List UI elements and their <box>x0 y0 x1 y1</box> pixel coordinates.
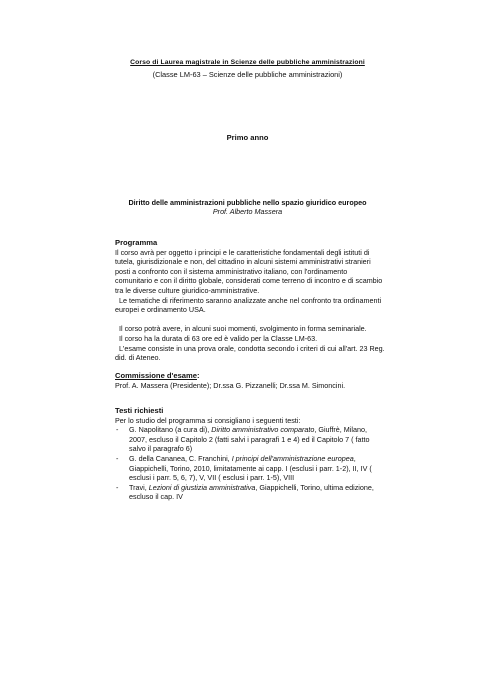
programma-paragraph-5: L'esame consiste in una prova orale, condotta secondo i criteri di cui all'art. 23 Reg. did. di Ateneo. <box>115 343 385 363</box>
testi-intro: Per lo studio del programma si consigliano i seguenti testi: <box>115 415 301 425</box>
programma-paragraph-2: Le tematiche di riferimento saranno analizzate anche nel confronto tra ordinamenti europei e ordinamento USA. <box>115 295 382 315</box>
degree-class: (Classe LM-63 – Scienze delle pubbliche amministrazioni) <box>152 70 343 79</box>
degree-title: Corso di Laurea magistrale in Scienze delle pubbliche amministrazioni <box>130 59 365 66</box>
testi-section <box>115 406 385 502</box>
commissione-text: Prof. A. Massera (Presidente); Dr.ssa G. Pizzanelli; Dr.ssa M. Simoncini. <box>115 380 346 390</box>
programma-heading: Programma <box>115 238 158 247</box>
programma-paragraph-4: Il corso ha la durata di 63 ore ed è valido per la Classe LM-63. <box>119 333 318 343</box>
course-professor: Prof. Alberto Massera <box>212 207 283 216</box>
year-heading: Primo anno <box>226 133 269 142</box>
programma-paragraph-3: Il corso potrà avere, in alcuni suoi momenti, svolgimento in forma seminariale. <box>119 324 367 334</box>
testi-item: - G. della Cananea, C. Franchini, I principi dell'amministrazione europea, Giappichelli, Torino, 2010, limitatamente ai capp. I (esclusi i parr. 1-2), II, IV ( esclusi i parr. 5, 6, 7), V, VII ( esclusi i parr. 1-5), VIII <box>116 453 372 483</box>
programma-section <box>115 238 385 363</box>
testi-heading: Testi richiesti <box>115 406 164 415</box>
course-title: Diritto delle amministrazioni pubbliche nello spazio giuridico europeo <box>128 198 367 207</box>
commissione-heading: Commissione d'esame: <box>115 371 200 380</box>
testi-item: - Travi, Lezioni di giustizia amministrativa, Giappichelli, Torino, ultima edizione, escluso il cap. IV <box>116 482 374 502</box>
testi-item: - G. Napolitano (a cura di), Diritto amministrativo comparato, Giuffrè, Milano, 2007, escluso il Capitolo 2 (fatti salvi i paragrafi 1 e 4) ed il Capitolo 7 ( fatto salvo il paragrafo 6) <box>116 425 370 454</box>
commissione-section <box>115 371 385 390</box>
testi-list <box>115 425 385 502</box>
programma-paragraph-1: Il corso avrà per oggetto i principi e le caratteristiche fondamentali degli istituti di tutela, giurisdizionale e non, del cittadino in alcuni sistemi amministrativi stranieri posti a confronto con il sistema amministrativo italiano, con l'ordinamento comunitario e con il diritto globale, considerati come terreno di incontro e di scambio tra le diverse culture giuridico-amministrative. <box>115 247 383 295</box>
